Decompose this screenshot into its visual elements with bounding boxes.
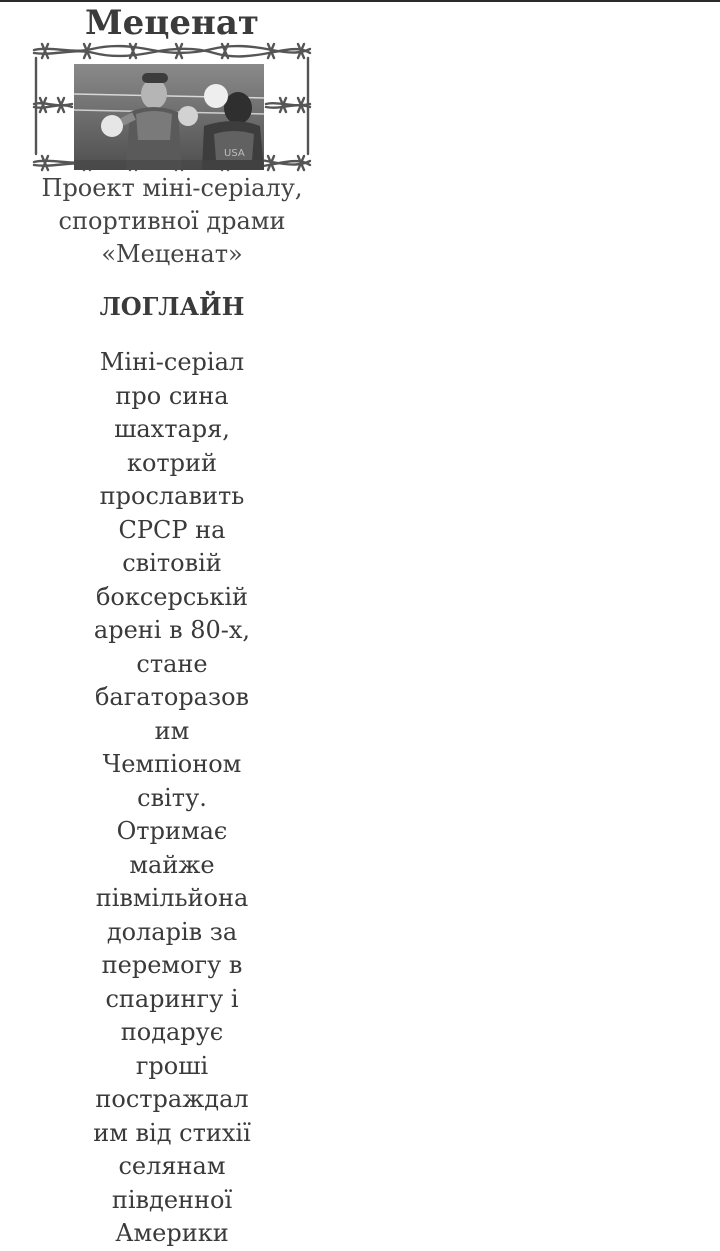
boxers-photo[interactable] — [74, 64, 264, 170]
svg-text:USA: USA — [224, 148, 245, 159]
project-subtitle: Проект міні-серіалу, спортивної драми «Меценат» — [41, 174, 303, 268]
logline-text: Міні-серіал про сина шахтаря, котрий прославить СРСР на світовій боксерській арені в 80-х, стане багаторазовим Чемпіоном світу. Отримає майже півмільйона доларів за перемогу в спарингу і подарує гроші постраждалим від стихії селянам південної Америки — [93, 348, 251, 1247]
logline-heading: ЛОГЛАЙН — [99, 292, 245, 321]
site-title[interactable]: Меценат — [84, 3, 259, 43]
boxers-in-ring-icon — [74, 64, 264, 170]
